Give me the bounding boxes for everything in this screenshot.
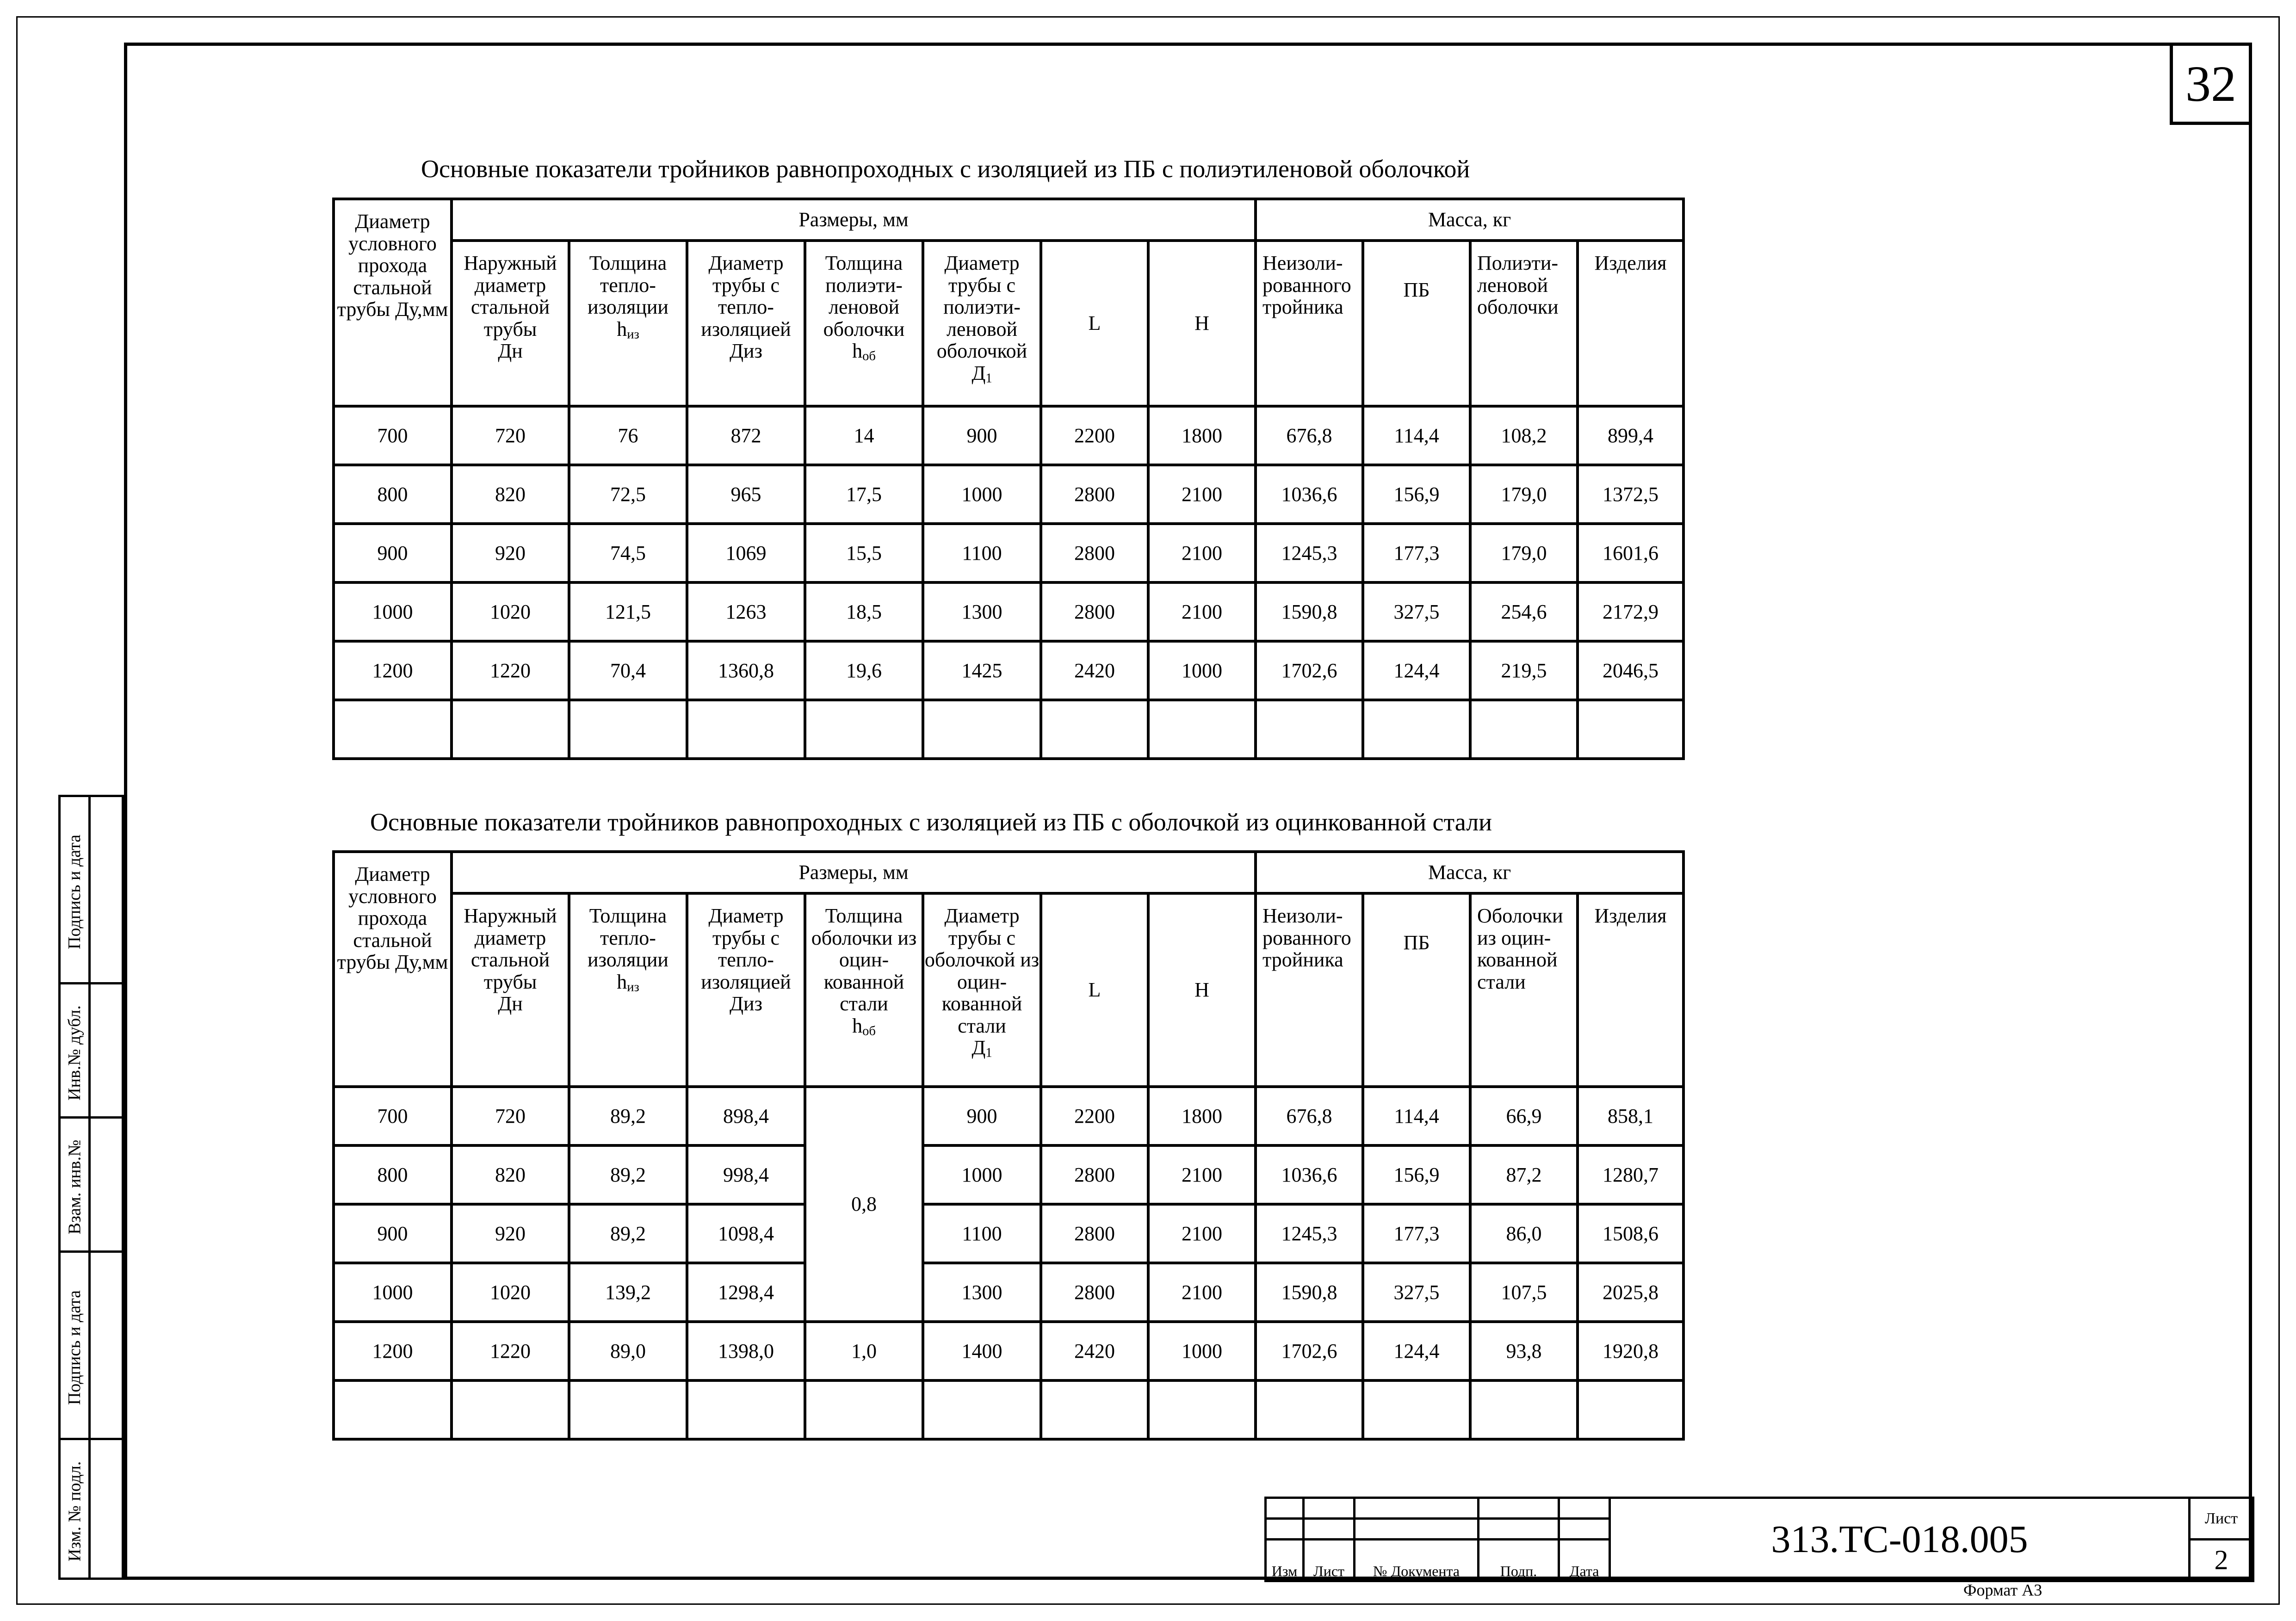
izm-label: Изм [1266,1540,1304,1581]
table-row: 700 720 76 872 14 900 2200 1800 676,8 114,4 108,2 899,4 [334,406,1683,465]
diam-header: Диаметр условного прохода стальной трубы Ду,мм [334,199,452,406]
diam-header: Диаметр условного прохода стальной трубы Ду,мм [334,852,452,1087]
mass-header: Масса, кг [1256,199,1683,241]
side-stamp-label: Взам. инв.№ [65,1139,85,1234]
table1-title: Основные показатели тройников равнопроходных с изоляцией из ПБ с полиэтиленовой оболочкой [421,155,1470,183]
side-stamp [58,795,124,1580]
side-stamp-label: Инв.№ дубл. [65,1005,85,1101]
format-label: Формат А3 [1963,1581,2042,1599]
col-uninsulated-mass: Неизоли-рованного тройника [1256,893,1363,1087]
col-pb-mass: ПБ [1363,241,1470,406]
col-L: L [1041,241,1148,406]
list-label: Лист [1304,1540,1355,1581]
col-H: H [1148,241,1256,406]
table2 [332,850,1685,1441]
col-pb-mass: ПБ [1363,893,1470,1087]
table-row-empty [334,700,1683,759]
sheet-label: Лист [2190,1498,2253,1540]
col-insulation-thickness: Толщина тепло-изоляции $h_{из}$ [569,241,687,406]
col-outer-diam: Наружный диаметр стальной трубы Дн [452,241,569,406]
col-insulated-diam: Диаметр трубы с тепло-изоляцией Диз [687,241,805,406]
col-shell-mass: Полиэти-леновой оболочки [1470,241,1578,406]
table-row-empty [334,1380,1683,1439]
col-H: H [1148,893,1256,1087]
page-number: 32 [2170,43,2252,125]
sizes-header: Размеры, мм [452,852,1256,893]
table-row: 800 820 89,2 998,4 1000 2800 2100 1036,6 156,9 87,2 1280,7 [334,1145,1683,1204]
col-insulation-thickness: Толщина тепло-изоляции $h_{из}$ [569,893,687,1087]
title-block [1264,1497,2254,1582]
signature-label: Подп. [1479,1540,1559,1581]
sheet-number: 2 [2190,1540,2253,1581]
side-stamp-label: Подпись и дата [65,834,85,950]
table-row: 900 920 74,5 1069 15,5 1100 2800 2100 1245,3 177,3 179,0 1601,6 [334,524,1683,582]
table-row: 800 820 72,5 965 17,5 1000 2800 2100 1036,6 156,9 179,0 1372,5 [334,465,1683,524]
sizes-header: Размеры, мм [452,199,1256,241]
col-insulated-diam: Диаметр трубы с тепло-изоляцией Диз [687,893,805,1087]
side-stamp-label: Подпись и дата [65,1290,85,1405]
table2-title: Основные показатели тройников равнопроходных с изоляцией из ПБ с оболочкой из оцинкованной стали [370,808,1492,836]
doc-number-label: № Документа [1355,1540,1479,1581]
col-shell-diam: Диаметр трубы с полиэти-леновой оболочкой $Д_1$ [923,241,1041,406]
col-L: L [1041,893,1148,1087]
table-row: 1200 1220 89,0 1398,0 1,0 1400 2420 1000 1702,6 124,4 93,8 1920,8 [334,1322,1683,1380]
date-label: Дата [1559,1540,1610,1581]
shell-thickness-merged: 0,8 [805,1087,923,1322]
mass-header: Масса, кг [1256,852,1683,893]
col-outer-diam: Наружный диаметр стальной трубы Дн [452,893,569,1087]
col-item-mass: Изделия [1578,893,1683,1087]
col-shell-thickness: Толщина полиэти-леновой оболочки $h_{об}$ [805,241,923,406]
table-row: 700 720 89,2 898,4 0,8 900 2200 1800 676,8 114,4 66,9 858,1 [334,1087,1683,1145]
col-uninsulated-mass: Неизоли-рованного тройника [1256,241,1363,406]
table1 [332,198,1685,760]
col-shell-thickness: Толщина оболочки из оцин-кованной стали $h_{об}$ [805,893,923,1087]
col-item-mass: Изделия [1578,241,1683,406]
side-stamp-label: Изм. № подл. [65,1461,85,1561]
col-shell-mass: Оболочки из оцин-кованной стали [1470,893,1578,1087]
table-row: 1000 1020 139,2 1298,4 1300 2800 2100 1590,8 327,5 107,5 2025,8 [334,1263,1683,1322]
table-row: 900 920 89,2 1098,4 1100 2800 2100 1245,3 177,3 86,0 1508,6 [334,1204,1683,1263]
table-row: 1000 1020 121,5 1263 18,5 1300 2800 2100 1590,8 327,5 254,6 2172,9 [334,582,1683,641]
table-row: 1200 1220 70,4 1360,8 19,6 1425 2420 1000 1702,6 124,4 219,5 2046,5 [334,641,1683,700]
document-code: 313.ТС-018.005 [1610,1498,2190,1581]
col-shell-diam: Диаметр трубы с оболочкой из оцин-кованной стали $Д_1$ [923,893,1041,1087]
